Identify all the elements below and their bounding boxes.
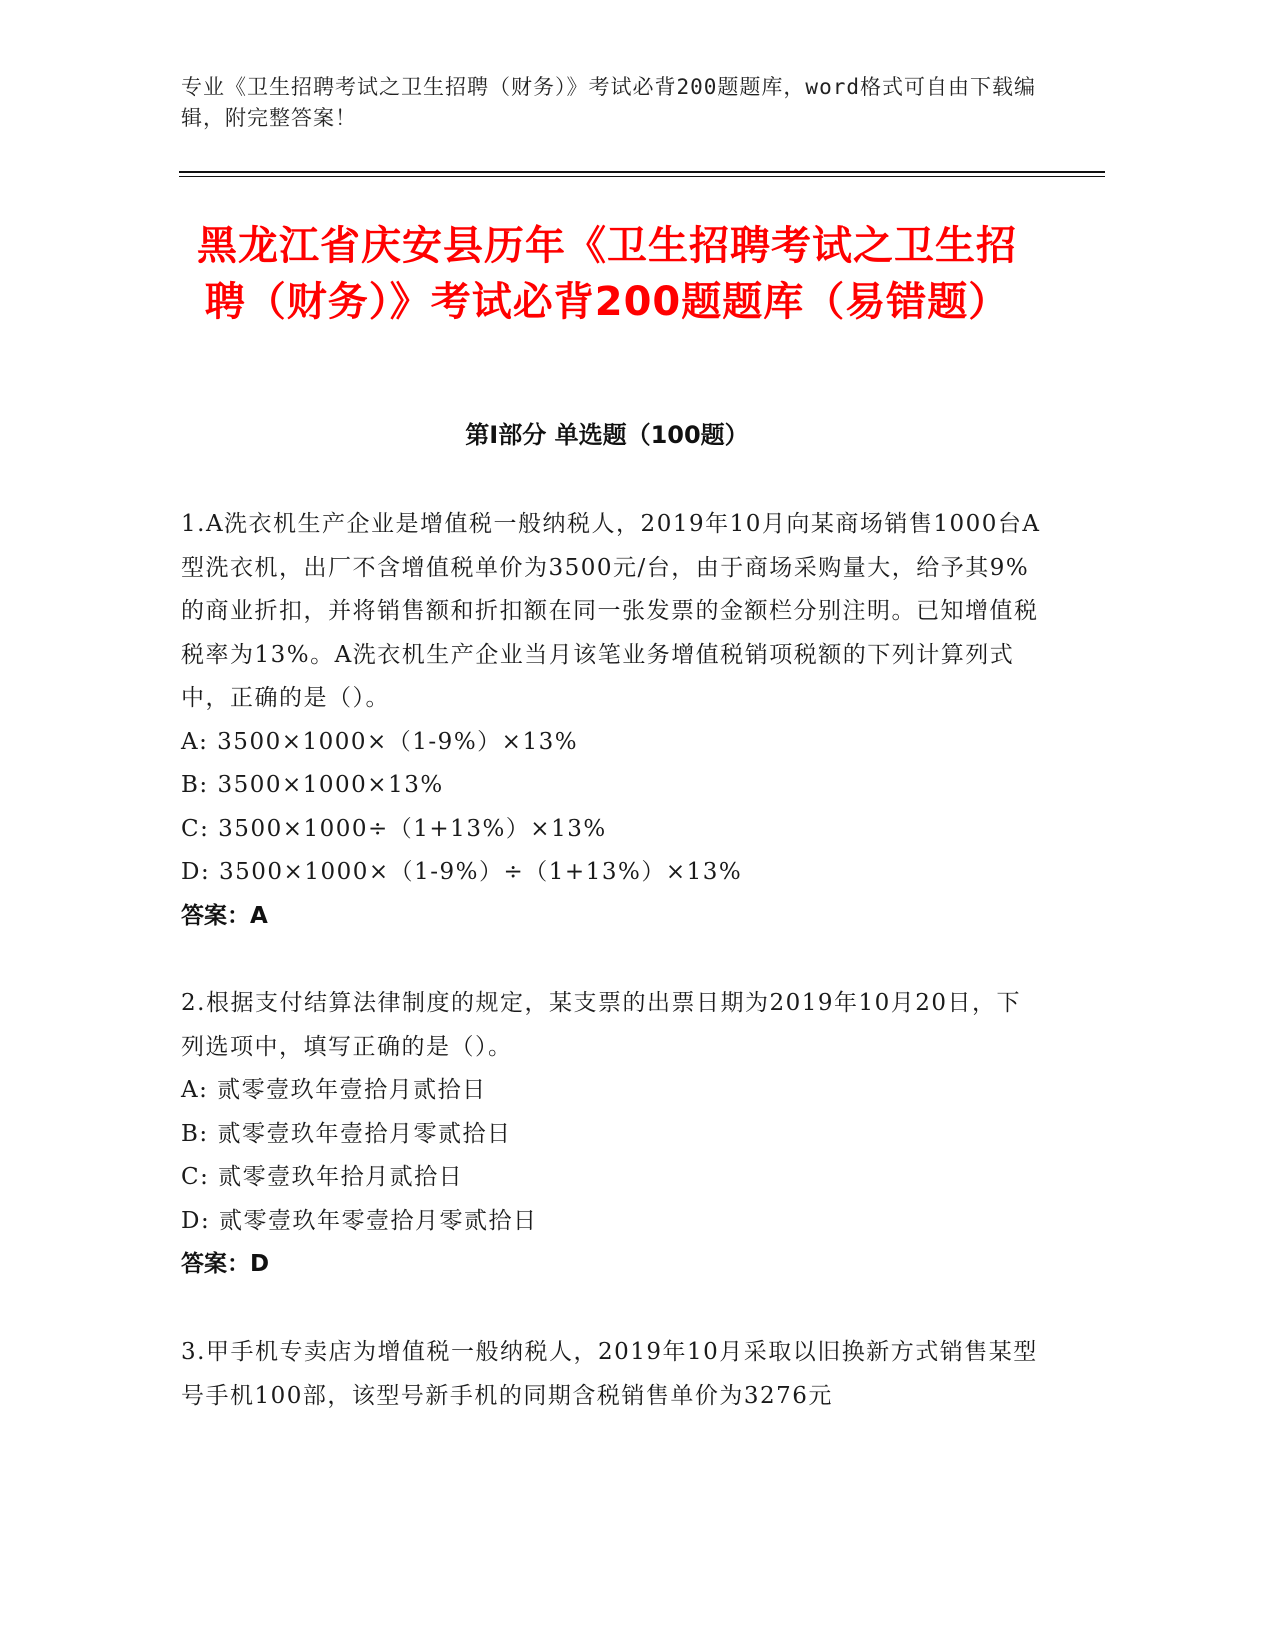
option-d bbox=[181, 1200, 1041, 1244]
option-text: 3500×1000÷（1+13%）×13% bbox=[218, 815, 607, 842]
question-3 bbox=[181, 1331, 1041, 1418]
option-c bbox=[181, 1156, 1041, 1200]
answer-label: 答案：D bbox=[181, 1251, 270, 1277]
option-text: 贰零壹玖年拾月贰拾日 bbox=[218, 1164, 464, 1190]
option-c bbox=[181, 808, 1041, 852]
header-rule-thick bbox=[179, 171, 1105, 173]
option-text: 贰零壹玖年零壹拾月零贰拾日 bbox=[219, 1207, 538, 1234]
option-b bbox=[181, 1113, 1041, 1157]
question-stem: 3.甲手机专卖店为增值税一般纳税人，2019年10月采取以旧换新方式销售某型号手机100部，该型号新手机的同期含税销售单价为3276元 bbox=[181, 1339, 1038, 1409]
question-2 bbox=[181, 982, 1041, 1287]
option-letter: B: bbox=[181, 772, 209, 798]
header-note: 专业《卫生招聘考试之卫生招聘（财务）》考试必背200题题库，word格式可自由下载编辑，附完整答案！ bbox=[181, 75, 1036, 130]
option-text: 3500×1000×13% bbox=[217, 772, 444, 798]
question-stem: 1.A洗衣机生产企业是增值税一般纳税人，2019年10月向某商场销售1000台A型洗衣机，出厂不含增值税单价为3500元/台，由于商场采购量大，给予其9%的商业折扣，并将销售额和折扣额在同一张发票的金额栏分别注明。已知增值税税率为13%。A洗衣机生产企业当月该笔业务增值税销项税额的下列计算列式中，正确的是（）。 bbox=[181, 511, 1041, 711]
question-stem: 2.根据支付结算法律制度的规定，某支票的出票日期为2019年10月20日，下列选项中，填写正确的是（）。 bbox=[181, 990, 1022, 1060]
option-text: 3500×1000×（1-9%）÷（1+13%）×13% bbox=[219, 859, 743, 885]
option-letter: D: bbox=[181, 859, 211, 885]
option-letter: D: bbox=[181, 1207, 211, 1234]
option-a bbox=[181, 721, 1041, 765]
answer-label: 答案：A bbox=[181, 902, 268, 929]
question-1 bbox=[181, 503, 1041, 938]
option-text: 贰零壹玖年壹拾月贰拾日 bbox=[217, 1077, 487, 1103]
option-letter: A: bbox=[181, 1077, 209, 1103]
option-text: 贰零壹玖年壹拾月零贰拾日 bbox=[217, 1120, 512, 1147]
option-letter: B: bbox=[181, 1120, 209, 1147]
option-text: 3500×1000×（1-9%）×13% bbox=[217, 728, 579, 755]
option-letter: C: bbox=[181, 1164, 210, 1190]
option-a bbox=[181, 1069, 1041, 1113]
document-title: 黑龙江省庆安县历年《卫生招聘考试之卫生招聘（财务）》考试必背200题题库（易错题） bbox=[197, 223, 1017, 325]
header-rule-thin bbox=[179, 176, 1105, 177]
option-letter: C: bbox=[181, 815, 210, 842]
option-b bbox=[181, 764, 1041, 808]
option-d bbox=[181, 851, 1041, 895]
option-letter: A: bbox=[181, 728, 209, 755]
section-heading: 第I部分 单选题（100题） bbox=[465, 421, 749, 449]
